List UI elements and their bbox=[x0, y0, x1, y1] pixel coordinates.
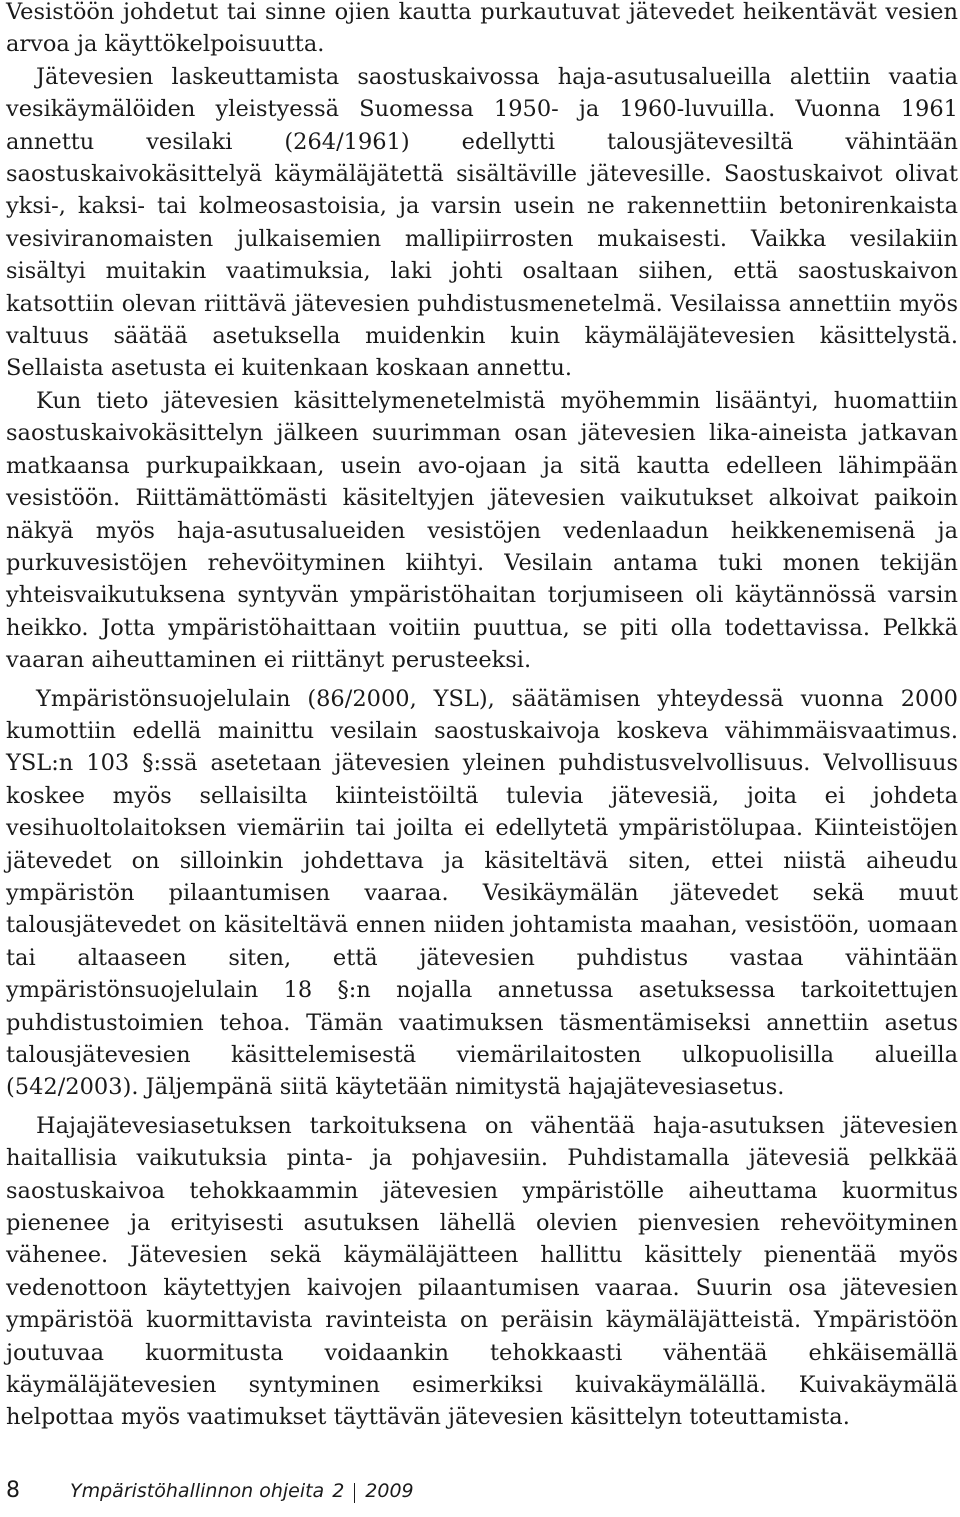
page-footer bbox=[6, 1478, 414, 1508]
body-text bbox=[6, 0, 958, 1434]
paragraph-5: Hajajätevesiasetuksen tarkoituksena on vähentää haja-asutuksen jätevesien haitallisia vaikutuksia pinta- ja pohjavesiin. Puhdistamalla jätevesiä pelkkää saostuskaivoa tehokkaammin jätevesien ympäristölle aiheuttama kuormitus pienenee ja erityisesti asutuksen lähellä olevien pienvesien rehevöityminen vähenee. Jätevesien sekä käymäläjätteen hallittu käsittely pienentää myös vedenottoon käytettyjen kaivojen pilaantumisen vaaraa. Suurin osa jätevesien ympäristöä kuormittavista ravinteista on peräisin käymäläjätteistä. Ympäristöön joutuvaa kuormitusta voidaankin tehokkaasti vähentää ehkäisemällä käymäläjätevesien syntyminen esimerkiksi kuivakäymälällä. Kuivakäymälä helpottaa myös vaatimukset täyttävän jätevesien käsittelyn toteuttamista. bbox=[6, 1112, 958, 1431]
page-number: 8 bbox=[6, 1478, 20, 1503]
publication-year: 2009 bbox=[365, 1480, 414, 1502]
paragraph-4: Ympäristönsuojelulain (86/2000, YSL), säätämisen yhteydessä vuonna 2000 kumottiin edellä mainittu vesilain saostuskaivoja koskeva vähimmäisvaatimus. YSL:n 103 §:ssä asetetaan jätevesien yleinen puhdistusvelvollisuus. Velvollisuus koskee myös sellaisilta kiinteistöiltä tulevia jätevesiä, joita ei johdeta vesihuoltolaitoksen viemäriin tai joilta ei edellytetä ympäristölupaa. Kiinteistöjen jätevedet on silloinkin johdettava ja käsiteltävä siten, ettei niistä aiheudu ympäristön pilaantumisen vaaraa. Vesikäymälän jätevedet sekä muut talousjätevedet on käsiteltävä ennen niiden johtamista maahan, vesistöön, uomaan tai altaaseen siten, että jätevesien puhdistus vastaa vähintään ympäristönsuojelulain 18 §:n nojalla annetussa asetuksessa tarkoitettujen puhdistustoimien tehoa. Tämän vaatimuksen täsmentämiseksi annettiin asetus talousjätevesien käsittelemisestä viemärilaitosten ulkopuolisilla alueilla (542/2003). Jäljempänä siitä käytetään nimitystä hajajätevesiasetus. bbox=[6, 685, 958, 1101]
footer-divider bbox=[354, 1483, 355, 1503]
paragraph-2: Jätevesien laskeuttamista saostuskaivossa haja-asutusalueilla alettiin vaatia vesikäymälöiden yleistyessä Suomessa 1950- ja 1960-luvuilla. Vuonna 1961 annettu vesilaki (264/1961) edellytti talousjätevesiltä vähintään saostuskaivokäsittelyä käymäläjätettä sisältäville jätevesille. Saostuskaivot olivat yksi-, kaksi- tai kolmeosastoisia, ja varsin usein ne rakennettiin betonirenkaista vesiviranomaisten julkaisemien mallipiirrosten mukaisesti. Vaikka vesilakiin sisältyi muitakin vaatimuksia, laki johti osaltaan siihen, että saostuskaivon katsottiin olevan riittävä jätevesien puhdistusmenetelmä. Vesilaissa annettiin myös valtuus säätää asetuksella muidenkin kuin käymäläjätevesien käsittelystä. Sellaista asetusta ei kuitenkaan koskaan annettu. bbox=[6, 63, 958, 382]
paragraph-1: Vesistöön johdetut tai sinne ojien kautta purkautuvat jätevedet heikentävät vesien arvoa ja käyttökelpoisuutta. bbox=[6, 0, 958, 58]
publication-title: Ympäristöhallinnon ohjeita bbox=[70, 1480, 325, 1502]
paragraph-3: Kun tieto jätevesien käsittelymenetelmistä myöhemmin lisääntyi, huomattiin saostuskaivokäsittelyn jälkeen suurimman osan jätevesien lika-aineista jatkavan matkaansa purkupaikkaan, usein avo-ojaan ja sitä kautta edelleen lähimpään vesistöön. Riittämättömästi käsiteltyjen jätevesien vaikutukset alkoivat paikoin näkyä myös haja-asutusalueiden vesistöjen vedenlaadun heikkenemisenä ja purkuvesistöjen rehevöityminen kiihtyi. Vesilain antama tuki monen tekijän yhteisvaikutuksena syntyvän ympäristöhaitan torjumiseen oli käytännössä varsin heikko. Jotta ympäristöhaittaan voitiin puuttua, se piti olla todettavissa. Pelkkä vaaran aiheuttaminen ei riittänyt perusteeksi. bbox=[6, 387, 958, 674]
publication-issue: 2 bbox=[332, 1480, 345, 1502]
